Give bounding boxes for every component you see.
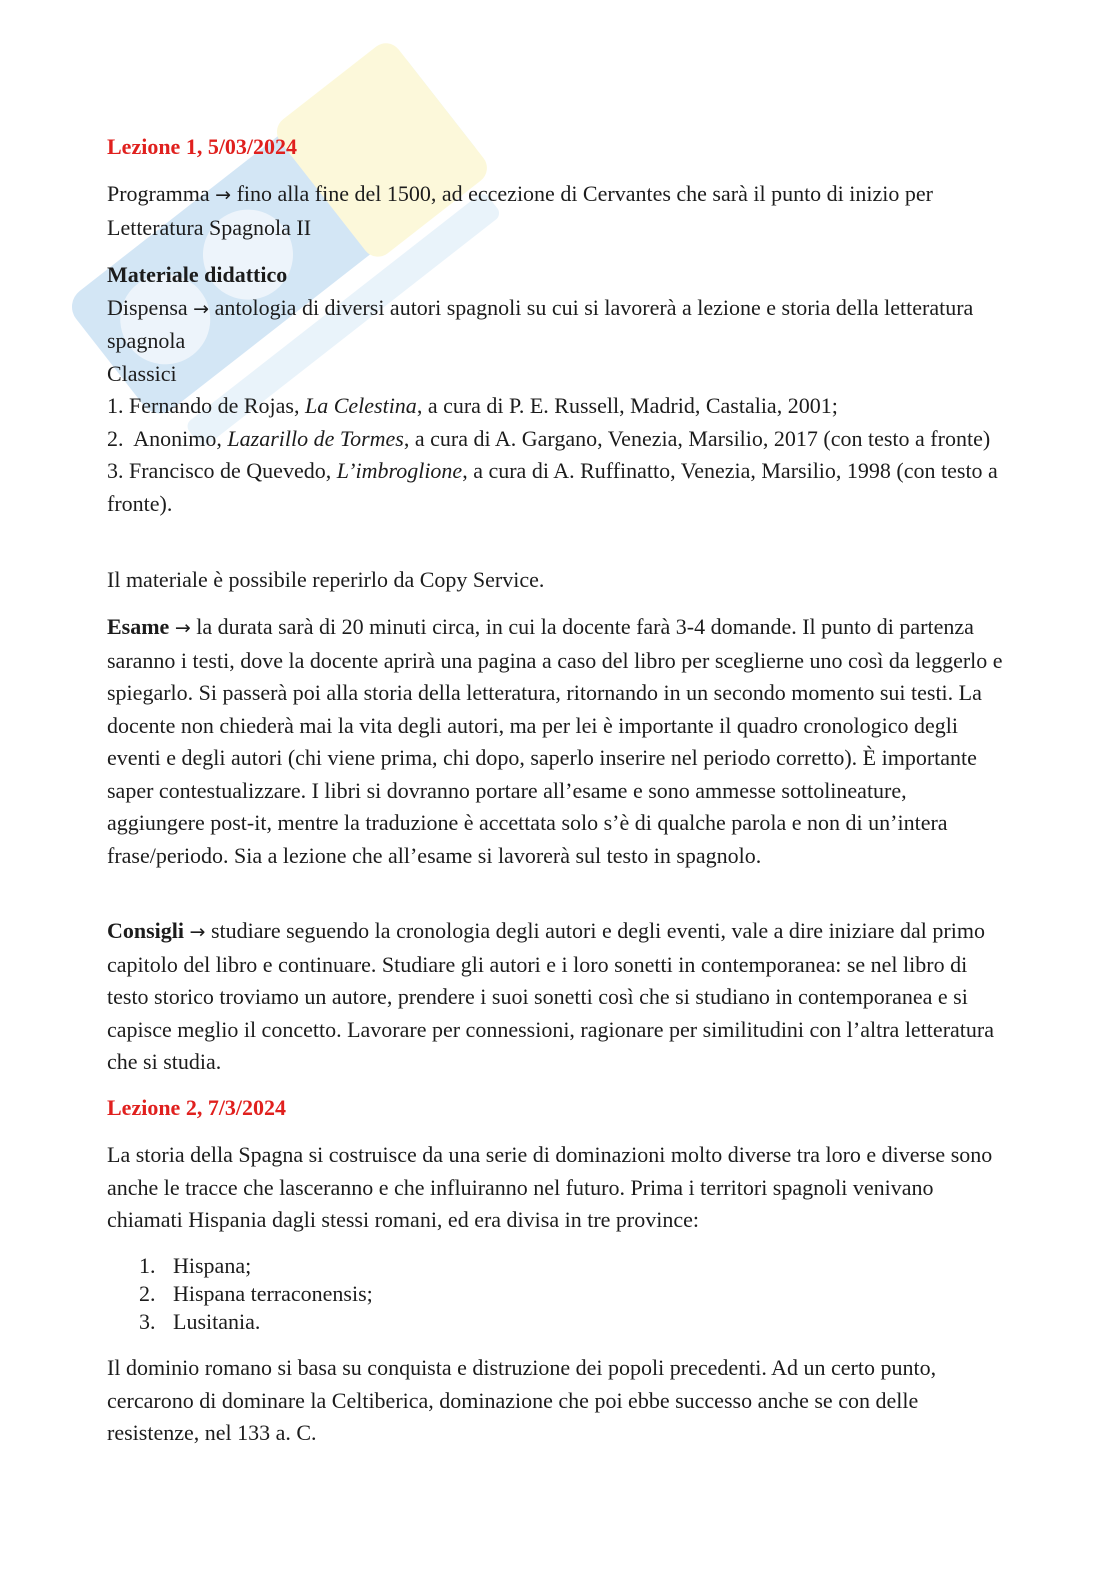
book-number: 2. xyxy=(107,425,124,451)
book-number: 1. xyxy=(107,393,124,418)
esame-text: la durata sarà di 20 minuti circa, in cui la docente farà 3-4 domande. Il punto di partenza saranno i testi, dove la docente aprirà una pagina a caso del libro per sceglierne uno così da leggerlo e spiegarlo. Si passerà poi alla storia della letteratura, ritornando in un secondo momento sui testi. La docente non chiederà mai la vita degli autori, ma per lei è importante il quadro cronologico degli eventi e degli autori (chi viene prima, chi dopo, saperlo inserire nel periodo corretto). È importante saper contestualizzare. I libri si dovranno portare all’esame e sono ammesse sottolineature, aggiungere post-it, mentre la traduzione è accettata solo s’è di qualche parola e non di un’intera frase/periodo. Sia a lezione che all’esame si lavorerà sul testo in spagnolo. xyxy=(107,614,1003,868)
lesson-2-intro: La storia della Spagna si costruisce da una serie di dominazioni molto diverse tra loro e diverse sono anche le tracce che lasceranno e che influiranno nel futuro. Prima i territori spagnoli venivano chiamati Hispania dagli stessi romani, ed era divisa in tre province: xyxy=(107,1142,993,1232)
book-details: , a cura di P. E. Russell, Madrid, Castalia, 2001; xyxy=(416,393,838,418)
programma-text: fino alla fine del 1500, ad eccezione di Cervantes che sarà il punto di inizio per Letteratura Spagnola II xyxy=(107,181,933,240)
materiale-section xyxy=(107,259,1007,520)
classici-label: Classici xyxy=(107,360,177,386)
materiale-heading: Materiale didattico xyxy=(107,262,288,287)
copy-service-paragraph: Il materiale è possibile reperirlo da Copy Service. xyxy=(107,567,545,592)
dominio-paragraph: Il dominio romano si basa su conquista e distruzione dei popoli precedenti. Ad un certo punto, cercarono di dominare la Celtiberica, dominazione che poi ebbe successo anche se con delle resistenze, nel 133 a. C. xyxy=(107,1355,937,1445)
arrow-right-icon: → xyxy=(174,617,191,639)
province-name: Hispana terraconensis; xyxy=(173,1281,373,1306)
provinces-list xyxy=(107,1252,373,1336)
book-details: , a cura di A. Ruffinatto, Venezia, Marsilio, 1998 (con testo a fronte). xyxy=(107,458,998,516)
list-number: 1. xyxy=(139,1253,156,1278)
province-name: Hispana; xyxy=(173,1253,252,1278)
lesson-2-heading: Lezione 2, 7/3/2024 xyxy=(107,1095,287,1120)
programma-paragraph xyxy=(107,178,1007,244)
dispensa-text: antologia di diversi autori spagnoli su cui si lavorerà a lezione e storia della letteratura spagnola xyxy=(107,294,974,353)
book-title: La Celestina xyxy=(304,393,417,418)
book-title: L’imbroglione xyxy=(336,458,463,483)
book-item xyxy=(107,423,1007,456)
consigli-text: studiare seguendo la cronologia degli autori e degli eventi, vale a dire iniziare dal primo capitolo del libro e continuare. Studiare gli autori e i loro sonetti in contemporanea: se nel libro di testo storico troviamo un autore, prendere i suoi sonetti così che si studiano in contemporanea e si capisce meglio il concetto. Lavorare per connessioni, ragionare per similitudini con l’altra letteratura che si studia. xyxy=(107,918,994,1074)
book-title: Lazarillo de Tormes xyxy=(227,425,404,451)
book-item xyxy=(107,390,1007,423)
esame-label: Esame xyxy=(107,614,170,639)
esame-paragraph xyxy=(107,611,1007,872)
programma-label: Programma xyxy=(107,181,210,206)
list-number: 3. xyxy=(139,1309,156,1334)
arrow-right-icon: → xyxy=(189,921,206,943)
book-details: , a cura di A. Gargano, Venezia, Marsilio, 2017 (con testo a fronte) xyxy=(403,425,991,451)
list-item xyxy=(107,1308,373,1336)
dispensa-line xyxy=(107,292,1007,358)
list-number: 2. xyxy=(139,1281,156,1306)
list-item xyxy=(107,1280,373,1308)
list-item xyxy=(107,1252,373,1280)
book-author: Anonimo, xyxy=(133,425,222,451)
arrow-right-icon: → xyxy=(193,297,210,320)
lesson-1-heading: Lezione 1, 5/03/2024 xyxy=(107,134,298,159)
dispensa-label: Dispensa xyxy=(107,294,188,320)
consigli-paragraph xyxy=(107,915,1007,1079)
arrow-right-icon: → xyxy=(215,184,232,206)
book-item xyxy=(107,455,1007,520)
book-author: Fernando de Rojas, xyxy=(129,393,300,418)
book-number: 3. xyxy=(107,458,124,483)
consigli-label: Consigli xyxy=(107,918,185,943)
province-name: Lusitania. xyxy=(173,1309,261,1334)
book-author: Francisco de Quevedo, xyxy=(129,458,332,483)
